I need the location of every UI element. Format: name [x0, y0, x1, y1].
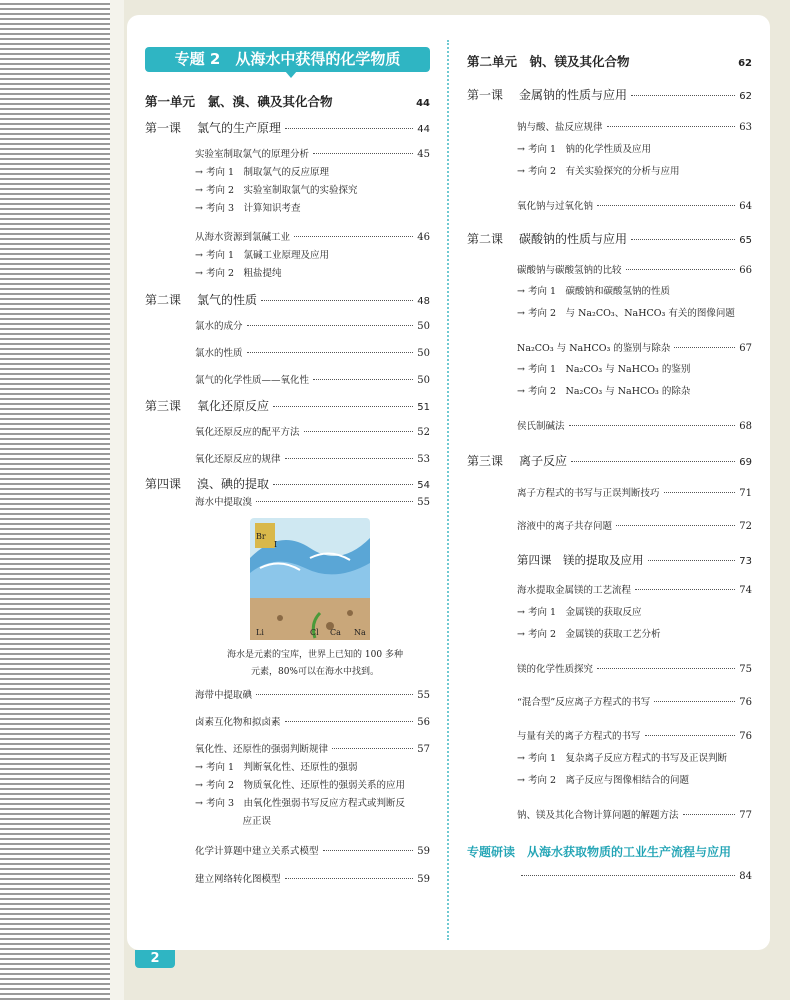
- page-ref: 62: [739, 91, 752, 102]
- entry-title: → 考向 1 Na₂CO₃ 与 NaHCO₃ 的鉴别: [517, 364, 691, 375]
- entry-title: 与量有关的离子方程式的书写: [517, 731, 641, 742]
- dot-leader: [683, 814, 736, 815]
- entry-title: → 考向 2 与 Na₂CO₃、NaHCO₃ 有关的图像问题: [517, 308, 735, 319]
- entry-title: → 考向 1 金属镁的获取反应: [517, 607, 642, 618]
- entry-title: 卤素互化物和拟卤素: [195, 717, 281, 728]
- lesson-label: 第三课: [145, 399, 182, 413]
- page-ref: 66: [739, 265, 752, 276]
- page-ref: 50: [417, 321, 430, 332]
- page-ref: 59: [417, 846, 430, 857]
- dot-leader: [521, 875, 735, 876]
- page-ref: 62: [738, 58, 752, 69]
- entry-title: 氧化还原反应: [197, 399, 270, 413]
- toc-entry-sub[interactable]: [195, 374, 430, 388]
- entry-title: 氧化还原反应的配平方法: [195, 427, 300, 438]
- toc-entry-lesson[interactable]: [145, 121, 430, 137]
- toc-entry-sub[interactable]: [195, 743, 430, 757]
- entry-title: → 考向 2 粗盐提纯: [195, 268, 282, 279]
- toc-entry-sub[interactable]: [517, 342, 752, 356]
- entry-title: → 考向 1 钠的化学性质及应用: [517, 144, 652, 155]
- toc-entry-lesson[interactable]: [145, 293, 430, 309]
- dot-leader: [313, 153, 413, 154]
- page-ref: 65: [739, 235, 752, 246]
- entry-title: 第二单元 钠、镁及其化合物: [467, 54, 630, 69]
- dot-leader: [597, 205, 735, 206]
- dot-leader: [626, 269, 736, 270]
- dot-leader: [631, 95, 735, 96]
- toc-entry-lesson[interactable]: [145, 399, 430, 415]
- dot-leader: [304, 431, 414, 432]
- entry-title: 氯气的生产原理: [197, 121, 282, 135]
- toc-entry-sub[interactable]: [517, 487, 752, 501]
- toc-entry-sub[interactable]: [517, 420, 752, 434]
- topic-banner: 专题 2 从海水中获得的化学物质: [145, 47, 430, 72]
- page-ref: 63: [739, 122, 752, 133]
- entry-title: 氯水的成分: [195, 321, 243, 332]
- dot-leader: [635, 589, 735, 590]
- entry-title: 海水中提取溴: [195, 497, 253, 508]
- toc-entry-sub[interactable]: [195, 426, 430, 440]
- toc-entry-sub[interactable]: [195, 231, 430, 245]
- page-ref: 44: [416, 98, 430, 109]
- dot-leader: [273, 406, 413, 407]
- toc-entry-sub[interactable]: [195, 689, 430, 703]
- toc-subtopic[interactable]: [195, 166, 430, 180]
- dot-leader: [323, 850, 414, 851]
- toc-entry-lesson[interactable]: [467, 454, 752, 470]
- dot-leader: [645, 735, 736, 736]
- page-ref: 52: [417, 427, 430, 438]
- page-ref: 73: [739, 556, 752, 567]
- lesson-label: 第三课: [467, 454, 504, 468]
- entry-title: 第四课 镁的提取及应用: [517, 553, 644, 567]
- page-ref: 64: [739, 201, 752, 212]
- entry-title: “混合型”反应离子方程式的书写: [517, 697, 651, 708]
- dot-leader: [247, 352, 414, 353]
- dot-leader: [332, 748, 413, 749]
- toc-entry-sub[interactable]: [517, 264, 752, 278]
- entry-title: 碳酸钠的性质与应用: [519, 232, 628, 246]
- page-ref: 72: [739, 521, 752, 532]
- dot-leader: [664, 492, 736, 493]
- toc-entry-sub[interactable]: [195, 716, 430, 730]
- dot-leader: [247, 325, 414, 326]
- entry-title: → 考向 1 判断氧化性、还原性的强弱: [195, 762, 358, 773]
- toc-entry-dotsonly[interactable]: [517, 870, 752, 884]
- page-ref: 46: [417, 232, 430, 243]
- entry-title: → 考向 1 氯碱工业原理及应用: [195, 250, 330, 261]
- entry-title: → 考向 1 制取氯气的反应原理: [195, 167, 330, 178]
- page-ref: 55: [417, 690, 430, 701]
- dot-leader: [616, 525, 735, 526]
- page-ref: 76: [739, 697, 752, 708]
- entry-title: 海带中提取碘: [195, 690, 253, 701]
- dot-leader: [631, 239, 735, 240]
- dot-leader: [597, 668, 735, 669]
- toc-subtopic[interactable]: [195, 761, 430, 775]
- page-ref: 68: [739, 421, 752, 432]
- dot-leader: [285, 721, 414, 722]
- entry-title: 离子反应: [519, 454, 568, 468]
- toc-entry-sub[interactable]: [517, 730, 752, 744]
- toc-entry-lesson[interactable]: [145, 477, 430, 493]
- toc-entry-lesson[interactable]: [467, 88, 752, 104]
- entry-title: → 考向 2 离子反应与图像相结合的问题: [517, 775, 690, 786]
- entry-title: 镁的化学性质探究: [517, 664, 594, 675]
- toc-subtopic[interactable]: [517, 606, 752, 620]
- entry-title: 从海水资源到氯碱工业: [195, 232, 291, 243]
- entry-title: Na₂CO₃ 与 NaHCO₃ 的鉴别与除杂: [517, 343, 671, 354]
- illustration-caption-line: 海水是元素的宝库，世界上已知的 100 多种: [227, 650, 403, 660]
- toc-entry-sub[interactable]: [195, 873, 430, 887]
- dot-leader: [285, 128, 413, 129]
- entry-title: → 考向 3 计算知识考查: [195, 203, 301, 214]
- toc-entry-sub[interactable]: [195, 845, 430, 859]
- element-label: Cl: [310, 628, 319, 637]
- entry-title: 溴、碘的提取: [197, 477, 270, 491]
- entry-title: 氧化还原反应的规律: [195, 454, 281, 465]
- toc-entry-sub[interactable]: [517, 200, 752, 214]
- page-ref: 53: [417, 454, 430, 465]
- binder-stripes: [0, 0, 110, 1000]
- element-label: Ca: [330, 628, 341, 637]
- toc-entry-sub[interactable]: [517, 663, 752, 677]
- page-ref: 51: [417, 402, 430, 413]
- toc-subtopic[interactable]: [517, 774, 752, 788]
- toc-entry-sub[interactable]: [517, 520, 752, 534]
- toc-subtopic[interactable]: [195, 249, 430, 263]
- entry-title: → 考向 1 碳酸钠和碳酸氢钠的性质: [517, 286, 671, 297]
- toc-entry-sub[interactable]: [195, 453, 430, 467]
- dot-leader: [571, 461, 735, 462]
- toc-entry-sub[interactable]: [195, 496, 430, 510]
- dot-leader: [256, 501, 413, 502]
- toc-subtopic[interactable]: [195, 797, 430, 811]
- toc-entry-sub[interactable]: [517, 696, 752, 710]
- entry-title: → 考向 1 复杂离子反应方程式的书写及正误判断: [517, 753, 728, 764]
- toc-subtopic[interactable]: [517, 143, 752, 157]
- page-ref: 84: [739, 871, 752, 882]
- toc-subtopic[interactable]: [517, 752, 752, 766]
- page-ref: 74: [739, 585, 752, 596]
- toc-subtopic[interactable]: [517, 307, 752, 321]
- toc-entry-unit[interactable]: [145, 95, 430, 111]
- page-ref: 67: [739, 343, 752, 354]
- dot-leader: [674, 347, 735, 348]
- lesson-label: 第二课: [467, 232, 504, 246]
- dot-leader: [654, 701, 735, 702]
- toc-entry-sub[interactable]: [195, 347, 430, 361]
- toc-entry-unit[interactable]: [467, 55, 752, 71]
- column-divider: [447, 40, 449, 940]
- dot-leader: [285, 458, 414, 459]
- entry-title: 碳酸钠与碳酸氢钠的比较: [517, 265, 622, 276]
- page-ref: 59: [417, 874, 430, 885]
- page-ref: 56: [417, 717, 430, 728]
- toc-subtopic[interactable]: [195, 267, 430, 281]
- page-ref: 48: [417, 296, 430, 307]
- dot-leader: [261, 300, 413, 301]
- toc-subtopic[interactable]: [195, 779, 430, 793]
- toc-entry-sub[interactable]: [517, 121, 752, 135]
- dot-leader: [648, 560, 736, 561]
- lesson-label: 第二课: [145, 293, 182, 307]
- lesson-label: 第一课: [467, 88, 504, 102]
- dot-leader: [607, 126, 736, 127]
- entry-title: → 考向 2 实验室制取氯气的实验探究: [195, 185, 358, 196]
- page-ref: 50: [417, 348, 430, 359]
- lesson-label: 第四课: [145, 477, 182, 491]
- entry-title: → 考向 3 由氧化性强弱书写反应方程式或判断反: [195, 798, 406, 809]
- entry-title: 氯气的化学性质——氧化性: [195, 375, 310, 386]
- entry-title: 氯水的性质: [195, 348, 243, 359]
- element-label: Li: [256, 628, 264, 637]
- toc-subtopic[interactable]: [195, 202, 430, 216]
- illustration-caption-line: 元素，80%可以在海水中找到。: [250, 667, 379, 677]
- toc-subtopic[interactable]: [517, 385, 752, 399]
- dot-leader: [294, 236, 413, 237]
- entry-title: 专题研读 从海水获取物质的工业生产流程与应用: [467, 845, 732, 859]
- toc-subtopic[interactable]: [517, 363, 752, 377]
- entry-title: 实验室制取氯气的原理分析: [195, 149, 310, 160]
- seawater-illustration: [250, 518, 370, 640]
- dot-leader: [285, 878, 414, 879]
- page-ref: 69: [739, 457, 752, 468]
- entry-title: → 考向 2 Na₂CO₃ 与 NaHCO₃ 的除杂: [517, 386, 691, 397]
- toc-subtopic[interactable]: [517, 165, 752, 179]
- element-label: Na: [354, 628, 366, 637]
- page-ref: 50: [417, 375, 430, 386]
- entry-title: 钠、镁及其化合物计算问题的解题方法: [517, 810, 679, 821]
- dot-leader: [256, 694, 413, 695]
- dot-leader: [273, 484, 413, 485]
- toc-entry-special[interactable]: [467, 845, 752, 859]
- toc-subtopic[interactable]: [195, 184, 430, 198]
- toc-subtopic[interactable]: [195, 815, 430, 829]
- toc-entry-sub[interactable]: [195, 148, 430, 162]
- entry-title: → 考向 2 金属镁的获取工艺分析: [517, 629, 661, 640]
- entry-title: 钠与酸、盐反应规律: [517, 122, 603, 133]
- page-ref: 45: [417, 149, 430, 160]
- toc-entry-sublesson[interactable]: [517, 553, 752, 569]
- toc-entry-sub[interactable]: [517, 809, 752, 823]
- page-ref: 75: [739, 664, 752, 675]
- page-ref: 71: [739, 488, 752, 499]
- entry-title: 建立网络转化图模型: [195, 874, 281, 885]
- entry-title: 氧化性、还原性的强弱判断规律: [195, 744, 329, 755]
- toc-subtopic[interactable]: [517, 628, 752, 642]
- page-ref: 57: [417, 744, 430, 755]
- page-ref: 44: [417, 124, 430, 135]
- entry-title: 第一单元 氯、溴、碘及其化合物: [145, 94, 333, 109]
- banner-pointer: [285, 71, 297, 78]
- dot-leader: [569, 425, 736, 426]
- entry-title: 氧化钠与过氧化钠: [517, 201, 594, 212]
- page-ref: 76: [739, 731, 752, 742]
- entry-title: 氯气的性质: [197, 293, 258, 307]
- element-label: Br: [256, 532, 266, 541]
- toc-entry-lesson[interactable]: [467, 232, 752, 248]
- entry-title: → 考向 2 物质氧化性、还原性的强弱关系的应用: [195, 780, 406, 791]
- dot-leader: [313, 379, 413, 380]
- entry-title: 化学计算题中建立关系式模型: [195, 846, 319, 857]
- page-ref: 54: [417, 480, 430, 491]
- page-number: 2: [135, 950, 175, 968]
- entry-title: 侯氏制碱法: [517, 421, 565, 432]
- page-ref: 77: [739, 810, 752, 821]
- element-label: I: [274, 540, 278, 549]
- entry-title: → 考向 2 有关实验探究的分析与应用: [517, 166, 680, 177]
- toc-entry-sub[interactable]: [517, 584, 752, 598]
- page-ref: 55: [417, 497, 430, 508]
- entry-title: 海水提取金属镁的工艺流程: [517, 585, 632, 596]
- entry-title: 应正误: [195, 816, 272, 827]
- lesson-label: 第一课: [145, 121, 182, 135]
- page-edge: [110, 0, 124, 1000]
- entry-title: 金属钠的性质与应用: [519, 88, 628, 102]
- entry-title: 离子方程式的书写与正误判断技巧: [517, 488, 660, 499]
- toc-entry-sub[interactable]: [195, 320, 430, 334]
- toc-subtopic[interactable]: [517, 285, 752, 299]
- entry-title: 溶液中的离子共存问题: [517, 521, 613, 532]
